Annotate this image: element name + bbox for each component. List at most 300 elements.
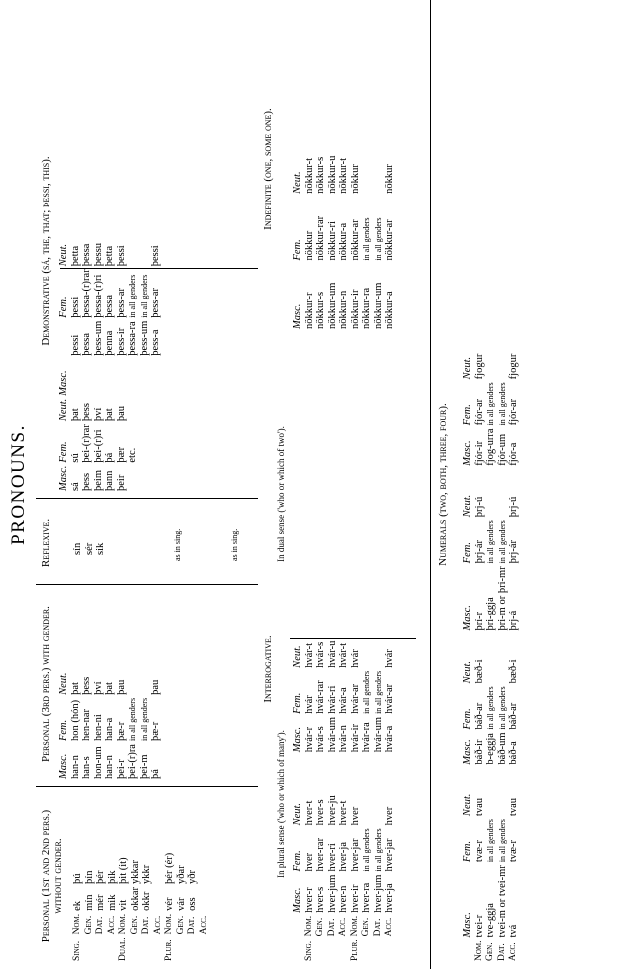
case-label: Gen.: [485, 942, 495, 961]
number-label: [373, 936, 385, 961]
table-row: [116, 669, 128, 779]
form-cell: [139, 396, 151, 421]
form-cell: nökkur-u: [326, 155, 338, 194]
case-label: Gen.: [83, 915, 94, 935]
form-cell: tvei-m or tvei-mr: [496, 865, 508, 938]
form-cell: in all genders: [497, 520, 507, 564]
gender-header: Masc.: [462, 912, 473, 938]
table-row: [139, 669, 151, 779]
gender-header: Fem.: [462, 404, 473, 426]
form-cell: nökkur-rar: [315, 215, 326, 261]
form-cell: bæð-i: [508, 659, 519, 684]
form-cell: in all genders: [373, 670, 383, 714]
form-cell: þik: [106, 870, 118, 884]
form-cell: in all genders: [362, 670, 371, 714]
form-cell: hvár-s: [315, 641, 326, 668]
form-cell: [139, 421, 151, 462]
personal-3-table: [58, 669, 162, 779]
form-cell: in all genders: [497, 819, 507, 863]
form-cell: því: [92, 407, 104, 422]
form-cell: [127, 240, 139, 266]
form-cell: þetta: [69, 245, 81, 267]
form-cell: mér: [95, 894, 106, 911]
form-cell: ek: [72, 900, 83, 911]
form-cell: hvár-s: [315, 726, 326, 753]
form-cell: hvár-t: [303, 642, 315, 668]
form-cell: þessi: [115, 245, 127, 267]
table-row: [338, 638, 350, 961]
form-cell: tvæ-r: [473, 840, 485, 863]
form-cell: yðar: [175, 865, 187, 884]
form-cell: nökkur-ri: [326, 221, 338, 261]
form-cell: þat: [69, 408, 81, 422]
form-cell: in all genders: [373, 828, 383, 872]
form-cell: þess-a: [150, 329, 161, 356]
form-cell: fjogur: [473, 353, 485, 380]
form-cell: [150, 463, 162, 491]
case-label: Dat.: [95, 916, 105, 935]
table-row: [70, 240, 82, 491]
gender-header: Fem.: [58, 441, 69, 463]
table-row: [72, 540, 84, 555]
form-cell: þá: [104, 452, 115, 463]
form-cell: þri-m or þri-mr: [496, 566, 508, 631]
form-cell: nökkur-a: [338, 222, 349, 261]
form-cell: hvár-u: [326, 640, 338, 668]
form-cell: þessa: [81, 243, 92, 267]
form-cell: [485, 656, 497, 683]
case-label: Nom.: [473, 940, 484, 961]
number-label: [153, 934, 165, 961]
form-cell: þess-um: [138, 320, 150, 356]
table-row: [95, 850, 107, 961]
divider: [36, 498, 258, 499]
form-cell: tve-ggja: [485, 903, 496, 938]
form-cell: ykkar: [129, 860, 141, 884]
form-cell: þessi: [69, 334, 81, 356]
form-cell: þau: [115, 405, 127, 422]
form-cell: þrj-ár: [508, 540, 519, 564]
form-cell: nökkur: [303, 230, 315, 261]
form-cell: [361, 638, 373, 668]
case-label: Nom.: [349, 915, 360, 937]
form-cell: nökkur-ir: [349, 289, 361, 329]
form-cell: sín: [72, 542, 83, 555]
table-row: [350, 134, 362, 329]
table-row: [118, 850, 130, 961]
form-cell: yðr: [187, 869, 198, 884]
number-label: Sing.: [72, 940, 82, 961]
form-cell: nökkur-n: [338, 290, 349, 329]
gender-header: Masc.: [292, 303, 303, 329]
gender-header: Neut.: [462, 494, 473, 518]
form-cell: þat: [104, 682, 115, 695]
form-cell: þau: [115, 679, 127, 695]
number-label: [361, 936, 373, 961]
form-cell: þri-ggja: [485, 597, 496, 631]
form-cell: okkar: [129, 886, 141, 911]
form-cell: þessa-(r)ri: [92, 274, 104, 318]
table-row: [304, 134, 316, 329]
case-label: Nom.: [72, 913, 82, 935]
form-cell: þæ-r: [150, 721, 161, 742]
table-row: [84, 540, 96, 555]
case-label: Gen.: [361, 917, 371, 937]
form-cell: þrj-ú: [473, 496, 485, 518]
number-label: [327, 936, 339, 961]
form-cell: þessa-ra: [127, 321, 138, 356]
gender-header: Neut.: [292, 171, 303, 194]
divider: [36, 584, 258, 585]
form-cell: hver-ju: [326, 795, 338, 826]
form-cell: in all genders: [486, 520, 495, 564]
form-cell: nökkur: [384, 164, 395, 194]
form-cell: hvár: [349, 649, 361, 668]
personal-12-table: [72, 850, 210, 961]
case-label: Gen.: [315, 917, 325, 937]
gender-header: Masc.: [58, 753, 69, 779]
table-row: [187, 850, 199, 961]
demonstrative-heading: Demonstrative (sá, the, that; þessi, this).: [40, 156, 52, 346]
table-row: [72, 850, 84, 961]
gender-header: Fem.: [462, 542, 473, 564]
table-row: [130, 850, 142, 961]
form-cell: þess-ir: [115, 327, 127, 356]
form-cell: [127, 396, 139, 421]
form-cell: [485, 492, 497, 517]
form-cell: þessu: [92, 242, 104, 267]
form-cell: hen-ni: [92, 714, 104, 742]
gender-header: Neut.: [462, 356, 473, 380]
form-cell: nökkur-a: [384, 291, 395, 329]
form-cell: hver-s: [315, 886, 326, 913]
gender-header: Fem.: [292, 692, 303, 714]
table-row: [315, 134, 327, 329]
form-cell: nökkur-r: [303, 292, 315, 329]
table-row: [70, 669, 82, 779]
form-cell: in all genders: [497, 686, 507, 730]
form-cell: fjór-a: [508, 442, 519, 466]
form-cell: þetta: [104, 245, 115, 267]
form-cell: [139, 669, 151, 694]
table-row: [304, 638, 316, 961]
form-cell: in all genders: [486, 686, 495, 730]
table-row: [93, 669, 105, 779]
gender-header: Masc.: [292, 887, 303, 913]
form-cell: hon-um: [92, 746, 104, 779]
form-cell: hvár-a: [384, 725, 395, 753]
form-cell: [150, 396, 162, 421]
form-cell: mik: [106, 894, 118, 911]
case-label: Acc.: [106, 915, 117, 935]
spacer: [292, 936, 304, 961]
form-cell: hver: [303, 852, 315, 872]
form-cell: in all genders: [362, 217, 371, 261]
form-cell: sá: [69, 482, 81, 491]
gender-header: Neut.: [462, 660, 473, 684]
form-cell: hvár-ra: [361, 722, 372, 753]
form-cell: þessi: [150, 245, 161, 267]
personal-12-heading-line1: Personal (1st and 2nd pers.): [40, 809, 52, 943]
form-cell: þat: [69, 682, 81, 695]
form-cell: etc.: [127, 447, 138, 463]
form-cell: hver-jar: [349, 838, 361, 872]
form-cell: þei-(r)ri: [92, 429, 104, 463]
form-cell: [127, 669, 139, 694]
form-cell: báð-ar: [473, 702, 485, 730]
gender-header: Neut.: [292, 645, 303, 668]
form-cell: þenna: [104, 330, 115, 356]
table-row: [141, 850, 153, 961]
form-cell: in all genders: [128, 274, 137, 318]
numerals-heading: Numerals (two, both, three, four).: [437, 403, 449, 566]
numerals-table: [462, 351, 520, 961]
spacer: [292, 913, 304, 937]
form-cell: þessa-(r)rar: [81, 269, 92, 318]
form-cell: nökkur-t: [303, 157, 315, 194]
form-cell: þrj-ú: [508, 496, 519, 518]
reflexive-plural-note: as in sing.: [230, 528, 239, 561]
form-cell: hvár-ar: [384, 683, 395, 714]
form-cell: vér: [164, 897, 175, 911]
form-cell: in all genders: [139, 697, 149, 742]
form-cell: in all genders: [497, 382, 507, 426]
number-label: [176, 934, 188, 961]
gender-header: Neut.: [462, 793, 473, 817]
form-cell: þess-ar: [150, 287, 161, 318]
form-cell: þat: [104, 408, 115, 422]
table-row: [104, 669, 116, 779]
form-cell: hver-ri: [326, 843, 338, 872]
form-cell: þér: [95, 870, 106, 884]
form-cell: þæ-r: [115, 721, 127, 742]
form-cell: [150, 421, 162, 462]
table-row: [350, 638, 362, 961]
table-row: [107, 850, 119, 961]
form-cell: [199, 850, 211, 884]
form-cell: þessi: [69, 296, 81, 318]
personal-12-heading-line2: without gender.: [52, 838, 64, 914]
gender-header: Fem.: [292, 850, 303, 872]
form-cell: fjog-urra: [485, 428, 496, 466]
table-row: [384, 638, 396, 961]
table-row: [95, 540, 107, 555]
gender-header: Neut.: [58, 243, 69, 267]
indefinite-heading: Indefinite (one, some one).: [262, 108, 274, 230]
form-cell: tvá: [508, 924, 519, 938]
table-row: [474, 351, 486, 961]
table-row: [164, 850, 176, 961]
table-row: [384, 134, 396, 329]
form-cell: hver-jum: [372, 874, 384, 913]
form-cell: þrj-á: [508, 610, 519, 631]
page-title: PRONOUNS.: [8, 424, 29, 545]
form-cell: vár: [175, 897, 187, 911]
form-cell: hon (hón): [69, 699, 81, 742]
form-cell: þessa: [81, 332, 92, 356]
table-row: [315, 638, 327, 961]
form-cell: þit (it): [118, 857, 129, 884]
gender-header: Masc.: [462, 605, 473, 631]
form-cell: því: [92, 681, 104, 695]
form-cell: þess: [81, 472, 92, 491]
table-row: [497, 351, 509, 961]
table-row: [104, 240, 116, 491]
form-cell: þei-m: [138, 754, 150, 779]
form-cell: þeim: [92, 470, 104, 491]
gender-header: Masc.: [292, 726, 303, 753]
table-row: [153, 850, 165, 961]
case-label: Dat.: [187, 916, 197, 935]
number-label: [187, 934, 199, 961]
number-label: [199, 934, 211, 961]
form-cell: þess-um: [92, 320, 104, 356]
form-cell: nökkur-s: [315, 156, 326, 194]
form-cell: in all genders: [486, 819, 495, 863]
gender-header: Fem.: [292, 239, 303, 261]
form-cell: þei-(r)ra: [127, 744, 138, 779]
form-cell: hvár-um: [326, 716, 338, 753]
gender-header: Masc.: [58, 465, 69, 491]
form-cell: þær: [115, 446, 127, 463]
case-label: Acc.: [384, 917, 394, 937]
table-row: [199, 850, 211, 961]
form-cell: hvár: [303, 695, 315, 714]
indefinite-table: [292, 134, 396, 329]
form-cell: báð-ir: [473, 739, 485, 765]
form-cell: hver: [384, 806, 395, 826]
form-cell: hver-ir: [349, 884, 361, 913]
gender-header: Fem.: [58, 719, 69, 742]
case-label: Dat.: [141, 916, 151, 935]
form-cell: hvár-t: [338, 642, 349, 668]
form-cell: þeir: [115, 474, 127, 491]
form-cell: þú: [72, 873, 83, 884]
table-row: [116, 240, 128, 491]
number-label: Plur.: [349, 939, 360, 961]
case-label: Gen.: [175, 915, 186, 935]
form-cell: fjór-um: [496, 433, 508, 466]
reflexive-heading: Reflexive.: [40, 518, 52, 568]
form-cell: in all genders: [128, 697, 137, 742]
form-cell: þrj-ár: [473, 540, 485, 564]
form-cell: in all genders: [139, 274, 149, 318]
form-cell: nökkur-ra: [361, 287, 372, 329]
form-cell: [139, 463, 151, 491]
number-label: [95, 934, 107, 961]
table-row: [127, 669, 139, 779]
gender-header: Masc.: [58, 370, 69, 396]
number-label: [384, 936, 396, 961]
form-cell: [373, 792, 385, 825]
form-cell: [485, 791, 497, 816]
form-cell: hver-jar: [384, 838, 395, 872]
reflexive-dual-note: as in sing.: [173, 528, 182, 561]
table-row: [81, 669, 93, 779]
form-cell: ykkr: [141, 864, 152, 884]
table-row: [150, 669, 162, 779]
form-cell: þín: [83, 870, 95, 884]
form-cell: [199, 884, 211, 911]
form-cell: in all genders: [373, 217, 383, 261]
form-cell: hver: [349, 806, 361, 826]
spacer: [462, 937, 474, 961]
gender-header: Neut.: [292, 802, 303, 826]
form-cell: hvár-r: [303, 726, 315, 753]
case-label: Nom.: [118, 913, 128, 935]
form-cell: okkr: [141, 891, 152, 911]
form-cell: hver-r: [303, 887, 315, 913]
gender-header: Fem.: [462, 708, 473, 730]
demonstrative-table: [58, 240, 162, 491]
table-row: [327, 638, 339, 961]
form-cell: [153, 884, 165, 911]
form-cell: tvau: [508, 797, 519, 817]
form-cell: báð-a: [508, 741, 519, 765]
form-cell: hver-ja: [338, 842, 349, 872]
number-label: [338, 936, 350, 961]
form-cell: hvár-ri: [326, 685, 338, 714]
number-label: Sing.: [303, 940, 314, 961]
form-cell: þess: [81, 403, 92, 422]
form-cell: þess: [81, 676, 92, 695]
form-cell: hver-s: [315, 799, 326, 826]
gender-header: Masc.: [462, 739, 473, 765]
form-cell: hvár-n: [338, 725, 349, 753]
form-cell: [361, 134, 373, 194]
form-cell: b-eggja: [485, 733, 496, 765]
table-row: [485, 351, 497, 961]
form-cell: hver-ra: [361, 882, 372, 913]
form-cell: hvár-a: [338, 687, 349, 714]
form-cell: oss: [187, 897, 198, 911]
form-cell: þann: [104, 470, 115, 491]
form-cell: [485, 351, 497, 380]
form-cell: hvár: [384, 649, 395, 668]
table-row: [176, 850, 188, 961]
section-divider: [430, 0, 431, 969]
personal-3-heading: Personal (3rd pers.) with gender.: [40, 606, 52, 762]
form-cell: [497, 492, 509, 517]
gender-header: Fem.: [462, 840, 473, 863]
number-label: [130, 934, 142, 961]
table-row: [139, 240, 151, 491]
number-label: [84, 934, 96, 961]
gender-header: Neut.: [58, 672, 69, 695]
table-row: [84, 850, 96, 961]
form-cell: nökkur-um: [326, 282, 338, 329]
form-cell: han-n: [69, 755, 81, 779]
table-row: [327, 134, 339, 329]
table-row: [373, 638, 385, 961]
form-cell: sú: [69, 453, 81, 463]
form-cell: nökkur-ar: [349, 219, 361, 261]
form-cell: bæð-i: [473, 659, 485, 684]
form-cell: þei-r: [115, 759, 127, 779]
form-cell: nökkur: [349, 164, 361, 194]
gender-header: Masc.: [462, 440, 473, 466]
form-cell: nökkur-ar: [384, 219, 395, 261]
form-cell: sér: [83, 542, 95, 555]
case-label: Acc.: [198, 915, 209, 935]
form-cell: þess-ar: [115, 287, 127, 318]
form-cell: þá: [150, 769, 161, 779]
case-label: Acc.: [508, 942, 518, 961]
form-cell: hver-rar: [315, 837, 326, 872]
form-cell: báð-um: [496, 732, 508, 765]
form-cell: þei-(r)rar: [81, 424, 92, 463]
form-cell: þér (ér): [164, 852, 175, 884]
